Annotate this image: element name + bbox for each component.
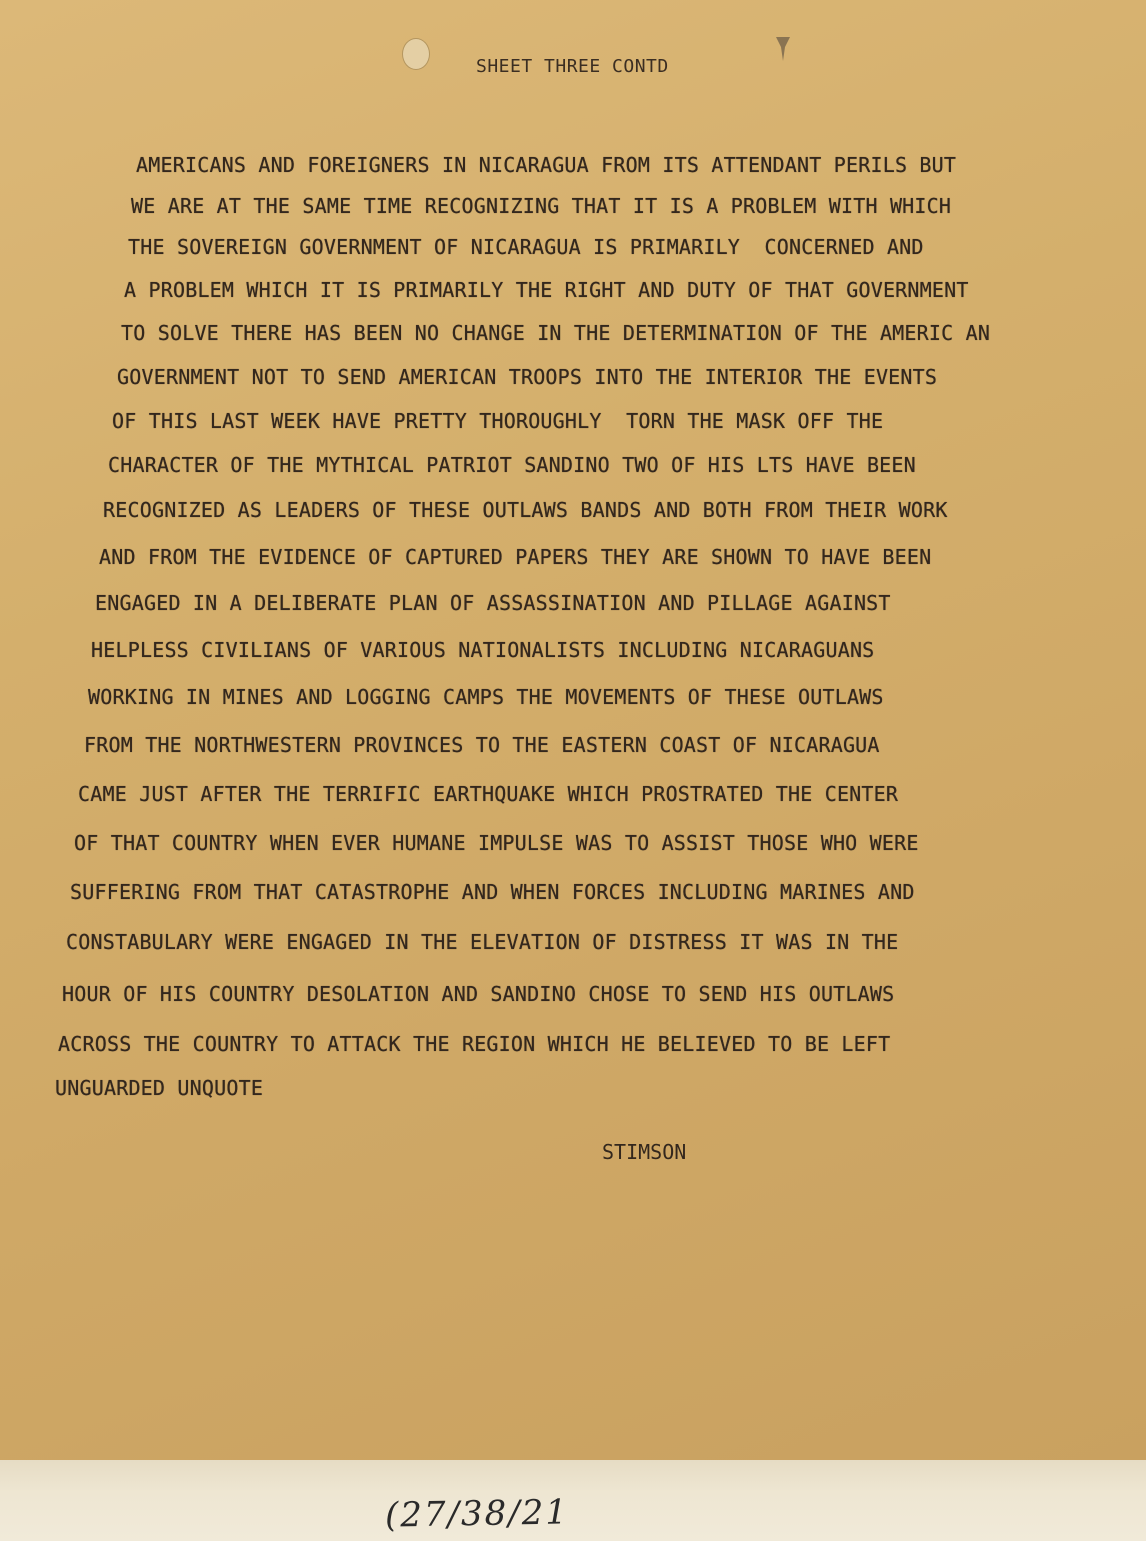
body-line: ENGAGED IN A DELIBERATE PLAN OF ASSASSINATION AND PILLAGE AGAINST <box>95 591 891 615</box>
lower-background-strip <box>0 1460 1146 1541</box>
body-line: ACROSS THE COUNTRY TO ATTACK THE REGION WHICH HE BELIEVED TO BE LEFT <box>58 1032 891 1056</box>
punch-hole <box>402 38 430 70</box>
body-line: FROM THE NORTHWESTERN PROVINCES TO THE EASTERN COAST OF NICARAGUA <box>84 733 880 757</box>
body-line: OF THIS LAST WEEK HAVE PRETTY THOROUGHLY TORN THE MASK OFF THE <box>112 409 884 433</box>
body-line: OF THAT COUNTRY WHEN EVER HUMANE IMPULSE WAS TO ASSIST THOSE WHO WERE <box>74 831 919 855</box>
body-line: CAME JUST AFTER THE TERRIFIC EARTHQUAKE WHICH PROSTRATED THE CENTER <box>78 782 899 806</box>
archive-number: (27/38/21 <box>384 1492 570 1536</box>
body-line: WE ARE AT THE SAME TIME RECOGNIZING THAT IT IS A PROBLEM WITH WHICH <box>131 194 952 218</box>
body-line: AMERICANS AND FOREIGNERS IN NICARAGUA FROM ITS ATTENDANT PERILS BUT <box>136 153 957 177</box>
body-line: GOVERNMENT NOT TO SEND AMERICAN TROOPS INTO THE INTERIOR THE EVENTS <box>117 365 938 389</box>
body-line: RECOGNIZED AS LEADERS OF THESE OUTLAWS BANDS AND BOTH FROM THEIR WORK <box>103 498 948 522</box>
body-line: A PROBLEM WHICH IT IS PRIMARILY THE RIGHT AND DUTY OF THAT GOVERNMENT <box>124 278 969 302</box>
punch-mark-icon <box>772 34 794 64</box>
page-header: SHEET THREE CONTD <box>476 56 669 77</box>
body-line: AND FROM THE EVIDENCE OF CAPTURED PAPERS THEY ARE SHOWN TO HAVE BEEN <box>99 545 932 569</box>
body-line: CONSTABULARY WERE ENGAGED IN THE ELEVATION OF DISTRESS IT WAS IN THE <box>66 930 899 954</box>
body-line: HELPLESS CIVILIANS OF VARIOUS NATIONALISTS INCLUDING NICARAGUANS <box>91 638 875 662</box>
signature: STIMSON <box>602 1140 687 1164</box>
body-line: SUFFERING FROM THAT CATASTROPHE AND WHEN FORCES INCLUDING MARINES AND <box>70 880 915 904</box>
body-line: THE SOVEREIGN GOVERNMENT OF NICARAGUA IS PRIMARILY CONCERNED AND <box>128 235 924 259</box>
body-line: UNGUARDED UNQUOTE <box>55 1076 264 1100</box>
body-line: WORKING IN MINES AND LOGGING CAMPS THE MOVEMENTS OF THESE OUTLAWS <box>88 685 884 709</box>
body-line: CHARACTER OF THE MYTHICAL PATRIOT SANDINO TWO OF HIS LTS HAVE BEEN <box>108 453 916 477</box>
body-line: HOUR OF HIS COUNTRY DESOLATION AND SANDINO CHOSE TO SEND HIS OUTLAWS <box>62 982 895 1006</box>
body-line: TO SOLVE THERE HAS BEEN NO CHANGE IN THE DETERMINATION OF THE AMERIC AN <box>121 321 991 345</box>
